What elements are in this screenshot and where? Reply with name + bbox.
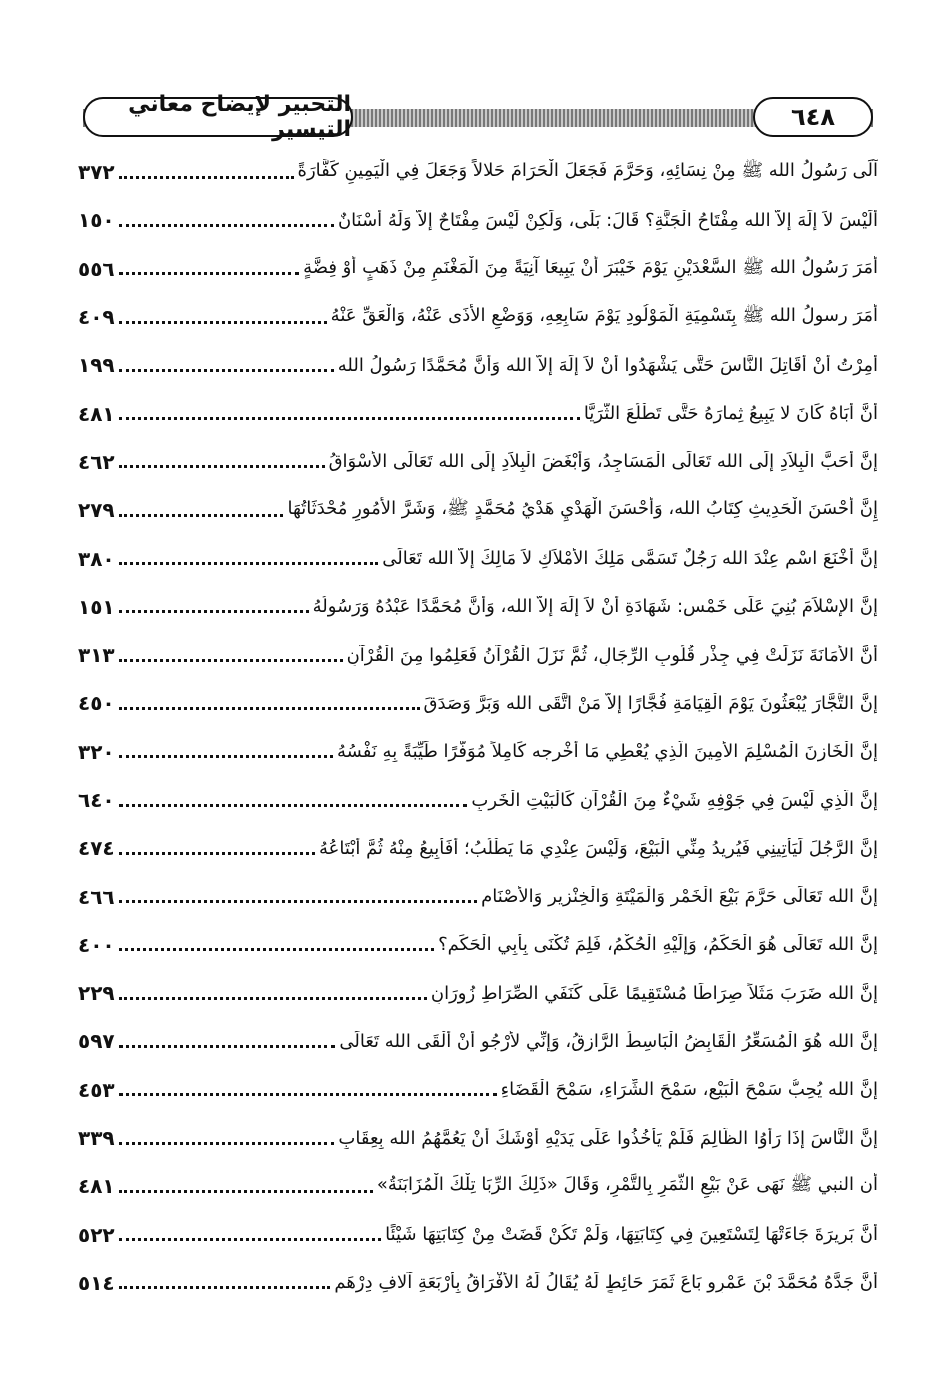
hadith-index-list [78,148,878,1307]
index-entry [78,1017,878,1065]
index-entry [78,1114,878,1162]
index-entry [78,438,878,486]
dot-leader [119,900,477,903]
entry-page-number: ٢٧٩ [78,498,115,523]
index-entry [78,389,878,437]
entry-page-number: ٤٨١ [78,401,115,426]
index-entry [78,776,878,824]
index-entry [78,1259,878,1307]
entry-text: إِنَّ الْخَازِنَ الْمُسْلِمَ الأَمِينَ الَّذِي يُعْطِي مَا أُخْرِجه كَامِلاً مُوَفَّرًا طَيِّبَةً بِهِ نَفْسُهُ [337,741,878,763]
entry-page-number: ٦٤٠ [78,788,115,812]
page-number: ٦٤٨ [753,97,873,137]
dot-leader [119,948,434,951]
entry-text: إِنَّ الله هُوَ الْمُسَعِّرُ الْقَابِضُ الْبَاسِطُ الرَّازِقُ، وَإِنِّي لأَرْجُو أَنْ أَلْقَى الله تَعَالَى [339,1030,878,1052]
entry-text: إِنَّ الله يُحِبُّ سَمْحَ الْبَيْعِ، سَمْحَ الشِّرَاءِ، سَمْحَ الْقَضَاءِ [500,1079,878,1101]
dot-leader [119,1142,335,1145]
entry-page-number: ٤٦٦ [78,884,115,909]
index-entry [78,196,878,244]
dot-leader [119,562,379,565]
entry-text: إِنَّ أَحَبَّ الْبِلاَدِ إِلَى الله تَعَالَى الْمَسَاجِدُ، وَأَبْغَضَ الْبِلاَدِ إِلَى الله تَعَالَى الأَسْوَاقُ [328,451,878,473]
index-entry [78,534,878,582]
dot-leader [119,1045,336,1048]
entry-page-number: ٥٩٧ [78,1029,115,1054]
index-entry [78,1162,878,1210]
entry-text: أَمَرَ رَسُولُ الله ﷺ السَّعْدَيْنِ يَوْمَ خَيْبَرَ أَنْ يَبِيعَا آنِيَةً مِنَ الْمَغْنَمِ مِنْ ذَهَبٍ أَوْ فِضَّةٍ [303,256,878,278]
dot-leader [119,417,580,420]
dot-leader [119,465,325,468]
index-entry [78,341,878,389]
entry-text: أَنَّ الأَمَانَةَ نَزَلَتْ فِي جِذْرِ قُلُوبِ الرِّجَالِ، ثُمَّ نَزَلَ الْقُرْآنُ فَعَلِمُوا مِنَ الْقُرْآنِ [346,644,878,666]
index-entry [78,872,878,920]
entry-page-number: ١٥١ [78,594,115,619]
dot-leader [119,755,333,758]
page-header [83,92,873,142]
entry-text: أَنَّ أَبَاهُ كَانَ لا يَبِيعُ ثِمارَهُ حَتَّى تَطْلُعَ الثُّرَيَّا [583,403,878,425]
entry-page-number: ٣٨٠ [78,546,115,571]
dot-leader [119,610,309,613]
entry-page-number: ٥٥٦ [78,256,115,281]
dot-leader [119,272,299,275]
entry-text: آلَى رَسُولُ الله ﷺ مِنْ نِسَائِهِ، وَحَرَّمَ فَجَعَلَ الْحَرَامَ حَلالاً وَجَعَلَ فِي الْيَمِينِ كَفَّارَةً [297,160,878,182]
entry-page-number: ٢٢٩ [78,981,115,1006]
entry-text: إِنَّ أَخْنَعَ اسْمٍ عِنْدَ الله رَجُلٌ تَسَمَّى مَلِكَ الأَمْلاَكِ لاَ مَالِكَ إِلاَّ الله تَعَالَى [382,548,878,570]
dot-leader [119,224,334,227]
dot-leader [119,369,334,372]
entry-page-number: ٣١٣ [78,643,115,668]
dot-leader [119,1286,331,1289]
entry-page-number: ٥٢٢ [78,1222,115,1247]
entry-page-number: ٤٠٠ [78,932,115,957]
dot-leader [119,514,284,517]
entry-page-number: ١٩٩ [78,353,115,378]
entry-text: إِنَّ النَّاسَ إِذَا رَأَوُا الظَّالِمَ فَلَمْ يَأْخُذُوا عَلَى يَدَيْهِ أَوْشَكَ أَنْ يَعُمَّهُمُ الله بِعِقَابٍ [338,1127,878,1149]
dot-leader [119,176,294,179]
index-entry [78,969,878,1017]
entry-text: أَنَّ جَدَّهُ مُحَمَّدَ بْنَ عَمْرٍو بَاعَ ثَمَرَ حَائِطٍ لَهُ يُقَالُ لَهُ الأَفْرَاقُ بِأَرْبَعَةِ آلافِ دِرْهَمٍ [334,1272,878,1294]
entry-page-number: ٥١٤ [78,1270,115,1295]
dot-leader [119,1093,497,1096]
entry-text: إِنَّ الإِسْلاَمَ بُنِيَ عَلَى خَمْسٍ: شَهَادَةِ أَنْ لاَ إِلَهَ إِلاَّ الله، وَأَنَّ مُحَمَّدًا عَبْدُهُ وَرَسُولُهُ [312,596,878,618]
index-entry [78,921,878,969]
entry-page-number: ٤٠٩ [78,305,115,330]
index-entry [78,631,878,679]
dot-leader [119,1238,382,1241]
dot-leader [119,321,327,324]
entry-page-number: ٤٥٠ [78,691,115,716]
dot-leader [119,659,343,662]
index-entry [78,1211,878,1259]
dot-leader [119,707,420,710]
entry-text: أَلَيْسَ لاَ إِلَهَ إِلاَّ الله مِفْتَاحُ الْجَنَّةِ؟ قَالَ: بَلَى، وَلَكِنْ لَيْسَ مِفْتَاحٌ إِلاَّ وَلَهُ أَسْنَانٌ [337,209,878,231]
entry-text: إِنَّ الرَّجُلَ لَيَأْتِينِي فَيُرِيدُ مِنِّي الْبَيْعَ، وَلَيْسَ عِنْدِي مَا يَطْلُبُ؛ أَفَأَبِيعُ مِنْهُ ثُمَّ أَبْتَاعُهُ [319,837,878,859]
dot-leader [119,997,427,1000]
index-entry [78,1066,878,1114]
entry-text: إِنَّ الله تَعَالَى حَرَّمَ بَيْعَ الْخَمْرِ وَالْمَيْتَةِ وَالْخِنْزِيرِ وَالأَصْنَامِ [481,886,878,908]
entry-text: أن النبي ﷺ نَهَى عَنْ بَيْعِ الثَّمَرِ بِالتَّمْرِ، وَقَالَ «ذَلِكَ الرِّبَا تِلْكَ الْمُزَابَنَةُ» [376,1174,878,1196]
index-entry [78,486,878,534]
dot-leader [119,804,468,807]
entry-text: إِنَّ الله ضَرَبَ مَثَلاً صِرَاطًا مُسْتَقِيمًا عَلَى كَنَفَيِ الصِّرَاطِ زُورَانِ [430,982,878,1004]
entry-page-number: ٤٦٢ [78,449,115,474]
entry-text: إِنَّ الله تَعَالَى هُوَ الْحَكَمُ، وَإِلَيْهِ الْحُكْمُ، فَلِمَ تُكْنَى بِأَبِي الْحَكَمِ؟ [438,934,878,956]
dot-leader [119,852,315,855]
entry-text: أَنَّ بَرِيرَةَ جَاءَتْهَا لِتَسْتَعِينَ فِي كِتَابَتِهَا، وَلَمْ تَكُنْ قَضَتْ مِنْ كِتَابَتِهَا شَيْئًا [385,1224,878,1246]
entry-page-number: ٤٥٣ [78,1077,115,1102]
entry-text: إِنَّ الَّذِي لَيْسَ فِي جَوْفِهِ شَيْءٌ مِنَ الْقُرْآنِ كَالْبَيْتِ الْخَرِبِ [471,789,878,811]
index-entry [78,824,878,872]
index-entry [78,245,878,293]
index-entry [78,148,878,196]
dot-leader [119,1190,373,1193]
entry-page-number: ٣٣٩ [78,1126,115,1151]
entry-text: أُمِرْتُ أَنْ أُقَاتِلَ النَّاسَ حَتَّى يَشْهَدُوا أَنْ لاَ إِلَهَ إِلاَّ الله وَأَنَّ مُحَمَّدًا رَسُولُ الله [337,354,878,376]
entry-page-number: ٣٢٠ [78,739,115,764]
entry-page-number: ١٥٠ [78,208,115,233]
index-entry [78,679,878,727]
entry-page-number: ٤٧٤ [78,836,115,861]
book-title: التحبير لإيضاح معاني التيسير [83,97,353,137]
index-entry [78,583,878,631]
entry-text: إِنَّ أَحْسَنَ الْحَدِيثِ كِتَابُ الله، وَأَحْسَنَ الْهَدْيِ هَدْيُ مُحَمَّدٍ ﷺ، وَشَرَّ الأُمُورِ مُحْدَثَاتُهَا [287,498,878,520]
index-entry [78,293,878,341]
entry-text: أَمَرَ رسولُ الله ﷺ بِتَسْمِيَةِ الْمَوْلُودِ يَوْمَ سَابِعِهِ، وَوَضْعِ الأَذَى عَنْهُ، وَالْعَقِّ عَنْهُ [330,305,878,327]
entry-page-number: ٣٧٢ [78,160,115,185]
entry-text: إِنَّ التُّجَّارَ يُبْعَثُونَ يَوْمَ الْقِيَامَةِ فُجَّارًا إِلاَّ مَنْ اتَّقَى الله وَبَرَّ وَصَدَقَ [423,692,878,714]
entry-page-number: ٤٨١ [78,1174,115,1199]
index-entry [78,728,878,776]
